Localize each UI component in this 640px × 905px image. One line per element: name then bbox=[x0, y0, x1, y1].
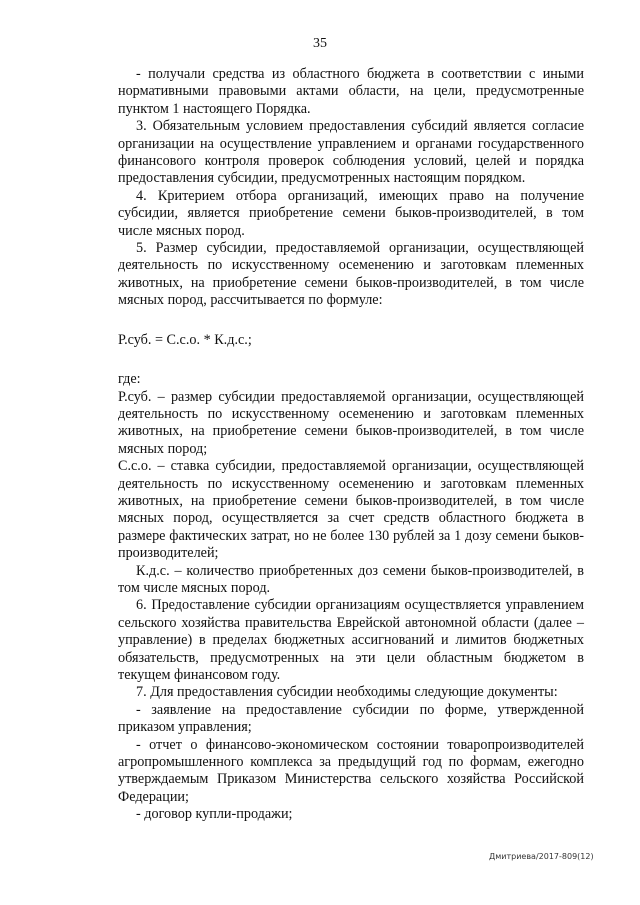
definition-r-sub: Р.суб. – размер субсидии предоставляемой организации, осуществляющей деятельность по искусственному осеменению и заготовкам племенных животных, на приобретение семени быков-производителей, в том числе мясных пород; bbox=[118, 388, 584, 457]
paragraph-6-provision: 6. Предоставление субсидии организациям осуществляется управлением сельского хозяйства правительства Еврейской автономной области (далее – управление) в пределах бюджетных ассигнований и лимитов бюджетных обязательств, предусмотренных на эти цели областным бюджетом в текущем финансовом году. bbox=[118, 597, 584, 683]
paragraph-condition-other-acts: - получали средства из областного бюджета в соответствии с иными нормативными правовыми актами области, на цели, предусмотренные пунктом 1 настоящего Порядка. bbox=[118, 66, 584, 117]
definition-s-s-o: С.с.о. – ставка субсидии, предоставляемой организации, осуществляющей деятельность по искусственному осеменению и заготовкам племенных животных, на приобретение семени быков-производителей, в том числе мясных пород, осуществляется за счет средств областного бюджета в размере фактических затрат, но не более 130 рублей за 1 дозу семени быков-производителей; bbox=[118, 458, 584, 562]
where-label: где: bbox=[118, 371, 141, 388]
paragraph-5-subsidy-size: 5. Размер субсидии, предоставляемой организации, осуществляющей деятельность по искусственному осеменению и заготовкам племенных животных, на приобретение семени быков-производителей, в том числе мясных пород, рассчитывается по формуле: bbox=[118, 240, 584, 309]
paragraph-4-criterion: 4. Критерием отбора организаций, имеющих право на получение субсидии, является приобретение семени быков-производителей, в том числе мясных пород. bbox=[118, 187, 584, 239]
definition-k-d-s: К.д.с. – количество приобретенных доз семени быков-производителей, в том числе мясных пород. bbox=[118, 562, 584, 596]
document-body bbox=[118, 66, 584, 824]
subsidy-formula: Р.суб. = С.с.о. * К.д.с.; bbox=[118, 331, 252, 348]
paragraph-7-documents: 7. Для предоставления субсидии необходимы следующие документы: bbox=[136, 684, 558, 701]
list-item-application: - заявление на предоставление субсидии по форме, утвержденной приказом управления; bbox=[118, 701, 584, 736]
page-number: 35 bbox=[313, 36, 327, 51]
list-item-purchase-contract: - договор купли-продажи; bbox=[136, 806, 293, 823]
list-item-financial-report: - отчет о финансово-экономическом состоянии товаропроизводителей агропромышленного комплекса за предыдущий год по формам, ежегодно утверждаемым Приказом Министерства сельского хозяйства Российской Федерации; bbox=[118, 736, 584, 805]
footer-document-code: Дмитриева/2017-809(12) bbox=[489, 852, 594, 861]
paragraph-3-consent: 3. Обязательным условием предоставления субсидий является согласие организации на осуществление управлением и органами государственного финансового контроля проверок соблюдения условий, целей и порядка предоставления субсидии, предусмотренных настоящим порядком. bbox=[118, 118, 584, 187]
